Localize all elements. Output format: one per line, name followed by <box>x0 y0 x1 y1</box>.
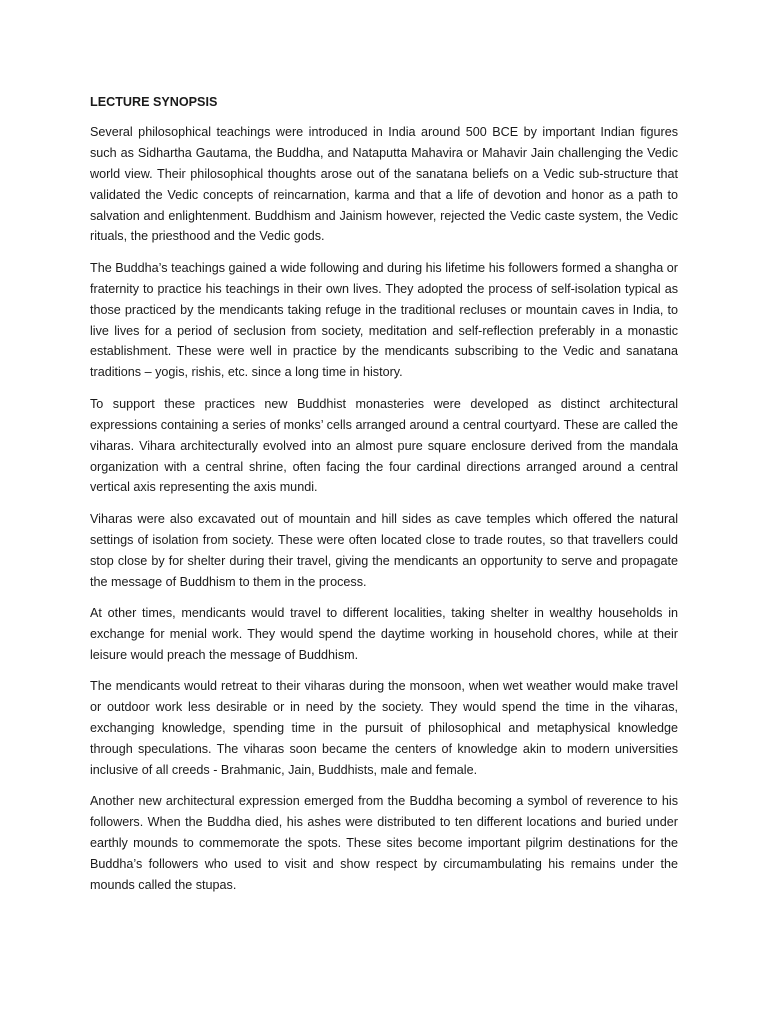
document-page <box>90 92 678 906</box>
paragraph-buddhist-monasteries: To support these practices new Buddhist monasteries were developed as distinct architectural expressions containing a series of monks’ cells arranged around a central courtyard. These are called the viharas. Vihara architecturally evolved into an almost pure square enclosure derived from the mandala organization with a central shrine, often facing the four cardinal directions arranged around a central vertical axis representing the axis mundi. <box>90 396 678 495</box>
paragraph-monsoon-retreat: The mendicants would retreat to their viharas during the monsoon, when wet weather would make travel or outdoor work less desirable or in need by the society. They would spend the time in the viharas, exchanging knowledge, spending time in the pursuit of philosophical and metaphysical knowledge through speculations. The viharas soon became the centers of knowledge akin to modern universities inclusive of all creeds - Brahmanic, Jain, Buddhists, male and female. <box>90 679 678 777</box>
paragraph-buddha-teachings: The Buddha’s teachings gained a wide following and during his lifetime his followers formed a shangha or fraternity to practice his teachings in their own lives. They adopted the process of self-isolation typical as those practiced by the mendicants taking refuge in the traditional recluses or mountain caves in India, to live lives for a period of seclusion from society, meditation and self-reflection preferably in a monastic establishment. These were well in practice by the mendicants subscribing to the Vedic and sanatana traditions – yogis, rishis, etc. since a long time in history. <box>90 260 678 380</box>
document-heading: LECTURE SYNOPSIS <box>90 95 218 109</box>
paragraph-cave-viharas: Viharas were also excavated out of mountain and hill sides as cave temples which offered the natural settings of isolation from society. These were often located close to trade routes, so that travellers could stop close by for shelter during their travel, giving the mendicants an opportunity to serve and propagate the message of Buddhism to them in the process. <box>90 511 678 589</box>
paragraph-philosophical-teachings: Several philosophical teachings were introduced in India around 500 BCE by important Indian figures such as Sidhartha Gautama, the Buddha, and Nataputta Mahavira or Mahavir Jain challenging the Vedic world view. Their philosophical thoughts arose out of the sanatana beliefs on a Vedic sub-structure that validated the Vedic concepts of reincarnation, karma and that a life of devotion and honor as a path to salvation and enlightenment. Buddhism and Jainism however, rejected the Vedic caste system, the Vedic rituals, the priesthood and the Vedic gods. <box>90 124 678 244</box>
paragraph-stupas: Another new architectural expression emerged from the Buddha becoming a symbol of reverence to his followers. When the Buddha died, his ashes were distributed to ten different locations and buried under earthly mounds to commemorate the spots. These sites become important pilgrim destinations for the Buddha’s followers who used to visit and show respect by circumambulating his remains under the mounds called the stupas. <box>90 794 678 892</box>
paragraph-mendicants-travel: At other times, mendicants would travel to different localities, taking shelter in wealthy households in exchange for menial work. They would spend the daytime working in household chores, while at their leisure would preach the message of Buddhism. <box>90 605 678 662</box>
